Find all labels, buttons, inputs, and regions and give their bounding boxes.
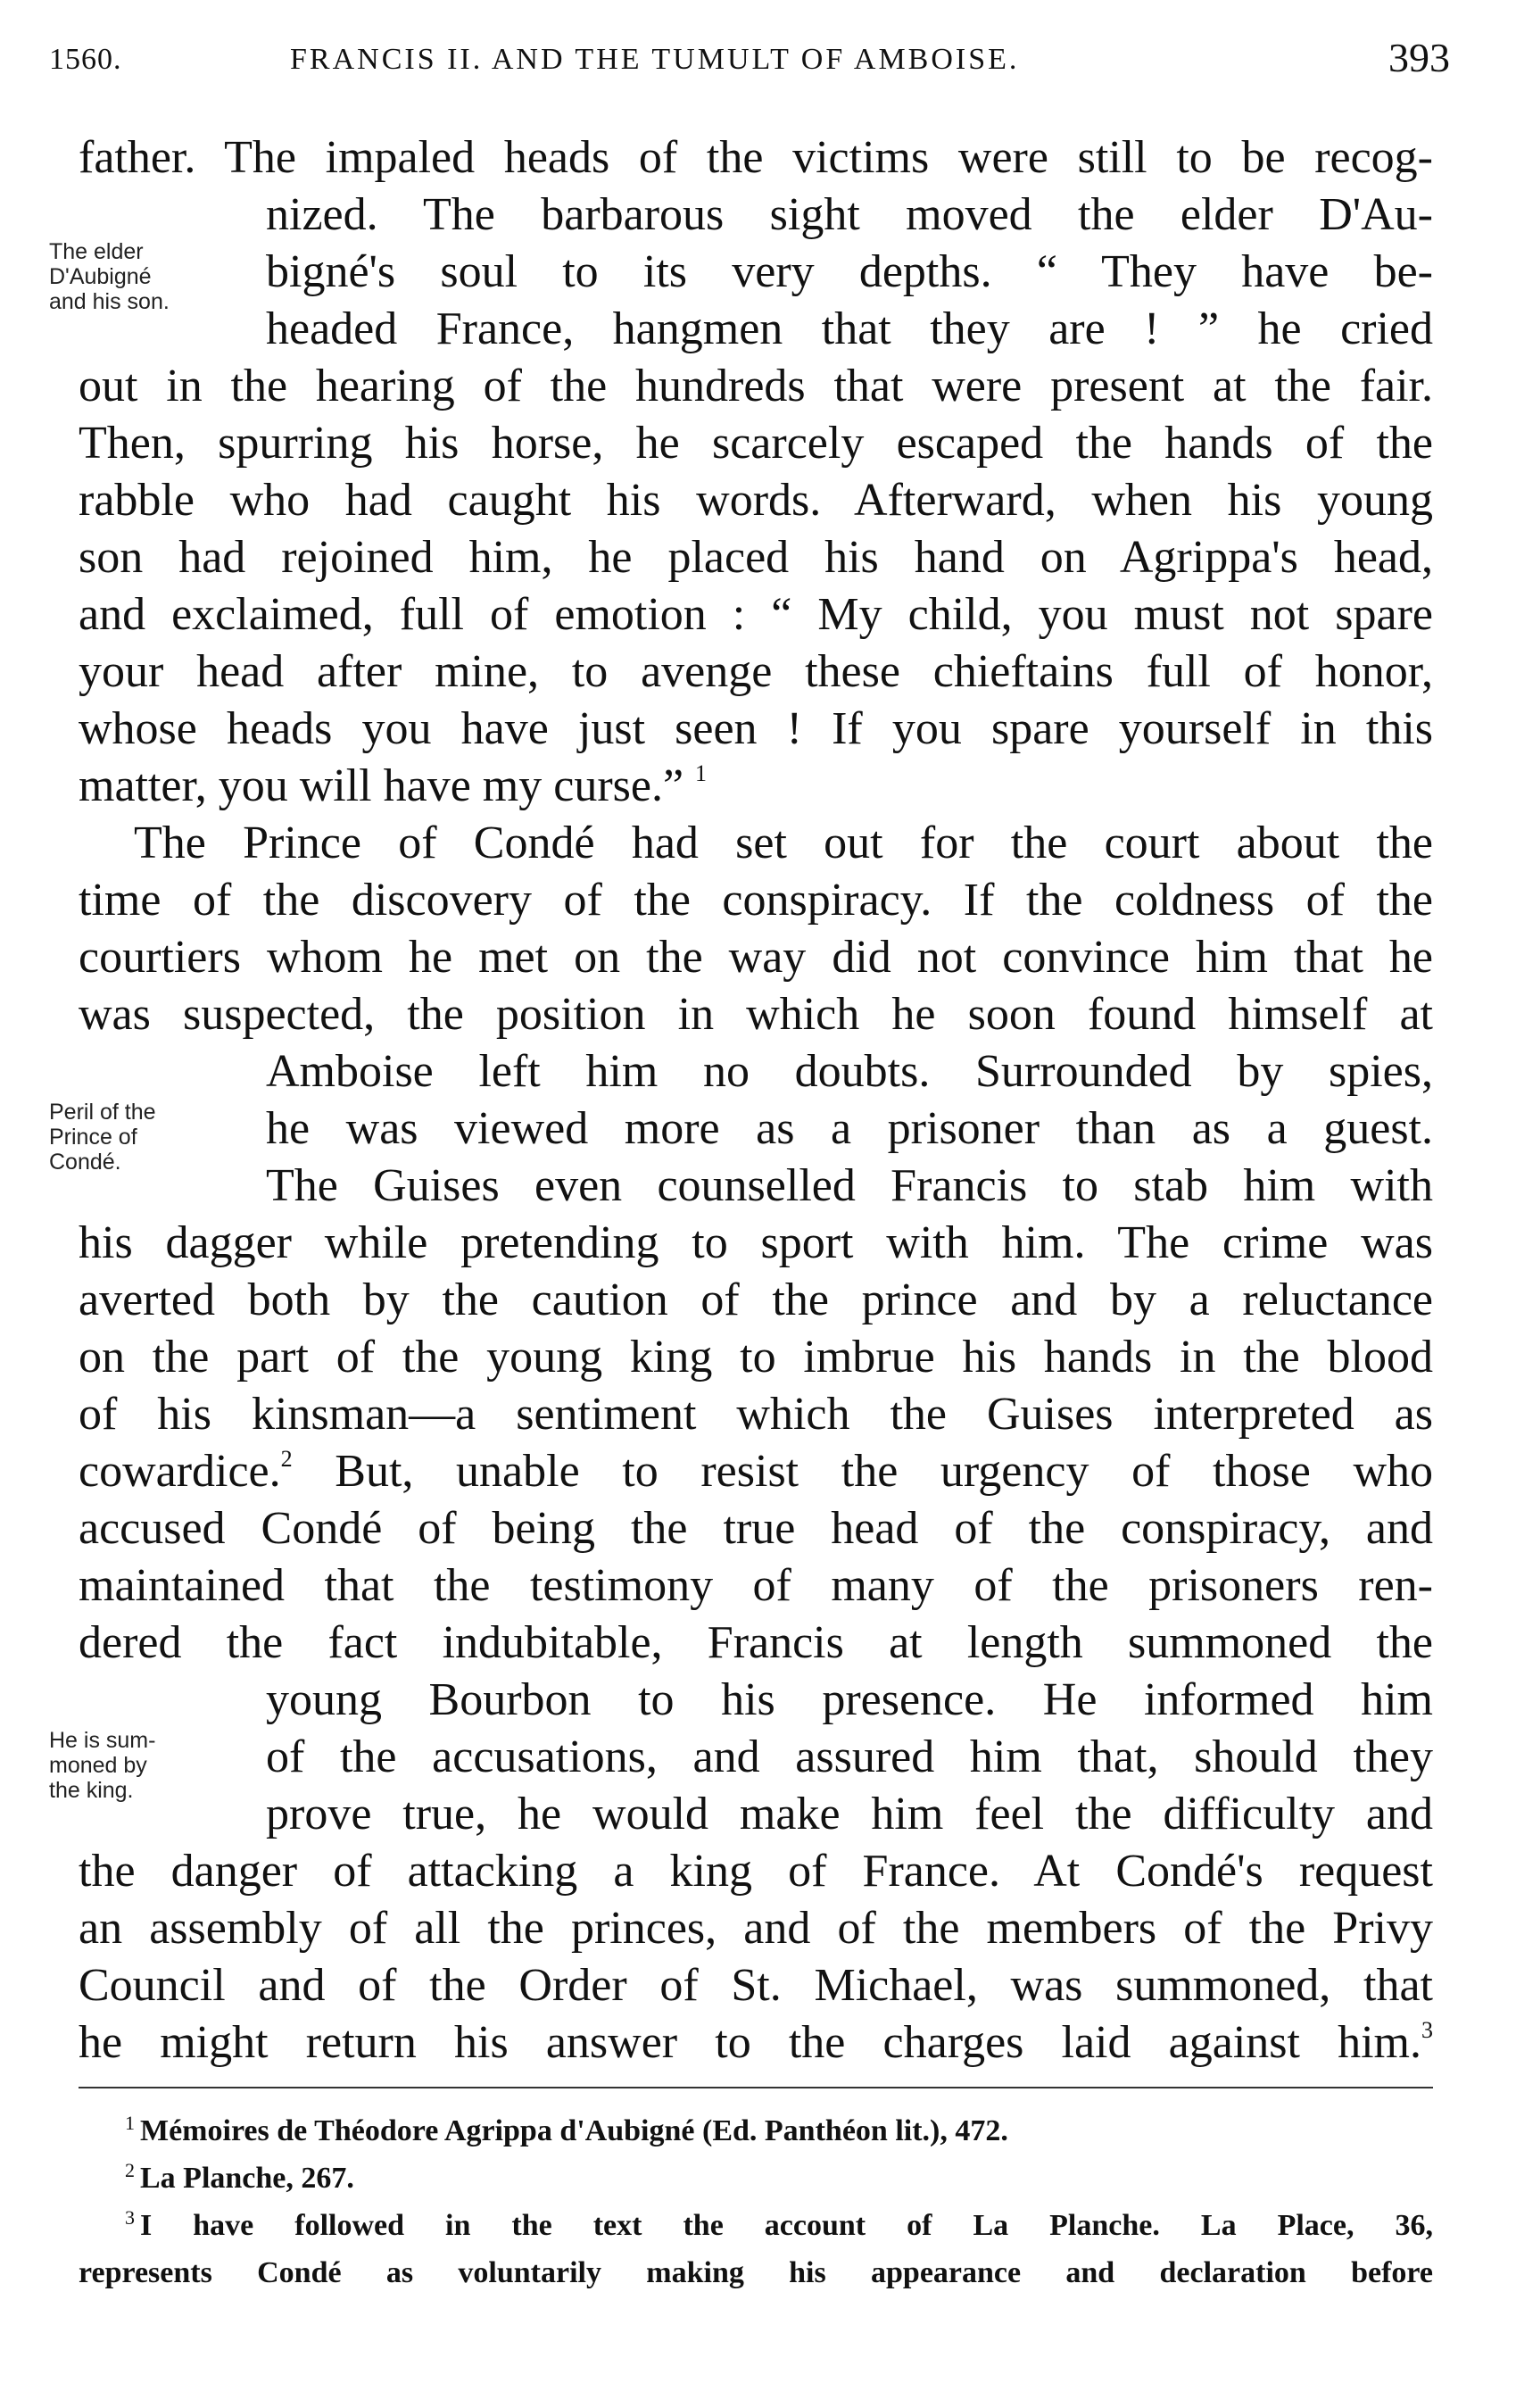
footnote-mark: 2: [125, 2159, 135, 2181]
footnote-ref: 1: [695, 760, 708, 786]
sidenote-summoned: [49, 1728, 263, 1803]
body-line: Council and of the Order of St. Michael, was summoned, that: [79, 1960, 1433, 2011]
sidenote-line: He is sum-: [49, 1728, 156, 1753]
footnote-3: [125, 2205, 1433, 2246]
header-title: FRANCIS II. AND THE TUMULT OF AMBOISE.: [290, 43, 1020, 76]
footnote-mark: 1: [125, 2112, 135, 2134]
page-number: 393: [1388, 35, 1450, 80]
body-line: he was viewed more as a prisoner than as a guest.: [266, 1103, 1433, 1154]
body-line: father. The impaled heads of the victims were still to be recog-: [79, 132, 1433, 183]
sidenote-daubigne: [49, 239, 263, 314]
sidenote-line: Prince of: [49, 1125, 137, 1150]
sidenote-conde-peril: [49, 1100, 263, 1175]
sidenote-line: The elder: [49, 239, 144, 264]
body-line: headed France, hangmen that they are ! ” he cried: [266, 303, 1433, 354]
body-line: courtiers whom he met on the way did not convince him that he: [79, 932, 1433, 983]
sidenote-line: the king.: [49, 1778, 134, 1803]
body-line: prove true, he would make him feel the difficulty and: [266, 1789, 1433, 1839]
sidenote-line: Peril of the: [49, 1100, 156, 1125]
body-line: [79, 2014, 1433, 2072]
footnote-ref: 3: [1421, 2017, 1433, 2043]
body-line: bigné's soul to its very depths. “ They have be-: [266, 246, 1433, 297]
footnote-text: I have followed in the text the account of La Planche. La Place, 36,: [140, 2209, 1433, 2242]
footnote-ref: 2: [280, 1446, 293, 1472]
body-line: his dagger while pretending to sport with him. The crime was: [79, 1217, 1433, 1268]
footnote-2: [125, 2158, 1433, 2199]
sidenote-line: D'Aubigné: [49, 264, 152, 289]
body-line: was suspected, the position in which he soon found himself at: [79, 989, 1433, 1040]
running-header: [49, 34, 1450, 87]
body-line: whose heads you have just seen ! If you spare yourself in this: [79, 703, 1433, 754]
body-line: and exclaimed, full of emotion : “ My child, you must not spare: [79, 589, 1433, 640]
body-line: of his kinsman—a sentiment which the Guises interpreted as: [79, 1389, 1433, 1440]
sidenote-line: and his son.: [49, 289, 170, 314]
body-line: The Prince of Condé had set out for the court about the: [134, 818, 1433, 868]
body-line: Amboise left him no doubts. Surrounded by spies,: [266, 1046, 1433, 1097]
body-line: young Bourbon to his presence. He informed him: [266, 1674, 1433, 1725]
header-year: 1560.: [49, 43, 122, 76]
footnote-1: [125, 2111, 1433, 2152]
footnote-mark: 3: [125, 2206, 135, 2229]
body-line: your head after mine, to avenge these chieftains full of honor,: [79, 646, 1433, 697]
footnote-text: La Planche, 267.: [140, 2162, 354, 2195]
footnote-3-continued: [79, 2253, 1433, 2294]
body-line: the danger of attacking a king of France. At Condé's request: [79, 1846, 1433, 1897]
body-line: Then, spurring his horse, he scarcely escaped the hands of the: [79, 418, 1433, 469]
body-line: nized. The barbarous sight moved the elder D'Au-: [266, 189, 1433, 240]
body-line: on the part of the young king to imbrue his hands in the blood: [79, 1332, 1433, 1383]
footnote-rule: [79, 2087, 1433, 2088]
body-line: accused Condé of being the true head of the conspiracy, and: [79, 1503, 1433, 1554]
body-line: averted both by the caution of the prince and by a reluctance: [79, 1275, 1433, 1325]
body-line: [79, 1443, 1433, 1500]
sidenote-line: moned by: [49, 1753, 147, 1778]
body-line: [79, 758, 1433, 815]
body-line: rabble who had caught his words. Afterward, when his young: [79, 475, 1433, 526]
body-line: out in the hearing of the hundreds that were present at the fair.: [79, 361, 1433, 411]
body-line: of the accusations, and assured him that, should they: [266, 1731, 1433, 1782]
footnote-text: represents Condé as voluntarily making his appearance and declaration before: [79, 2256, 1433, 2289]
body-line-text: cowardice.: [79, 1446, 281, 1497]
body-line: The Guises even counselled Francis to stab him with: [266, 1160, 1433, 1211]
body-line: an assembly of all the princes, and of the members of the Privy: [79, 1903, 1433, 1954]
body-line: time of the discovery of the conspiracy. If the coldness of the: [79, 875, 1433, 926]
footnote-text: Mémoires de Théodore Agrippa d'Aubigné (Ed. Panthéon lit.), 472.: [140, 2114, 1008, 2147]
body-line: maintained that the testimony of many of the prisoners ren-: [79, 1560, 1433, 1611]
body-line-text: he might return his answer to the charges laid against him.: [79, 2017, 1421, 2068]
body-line: son had rejoined him, he placed his hand on Agrippa's head,: [79, 532, 1433, 583]
body-line-text: But, unable to resist the urgency of those who: [335, 1446, 1433, 1497]
sidenote-line: Condé.: [49, 1150, 121, 1175]
body-line-text: matter, you will have my curse.”: [79, 760, 684, 811]
body-line: dered the fact indubitable, Francis at length summoned the: [79, 1617, 1433, 1668]
